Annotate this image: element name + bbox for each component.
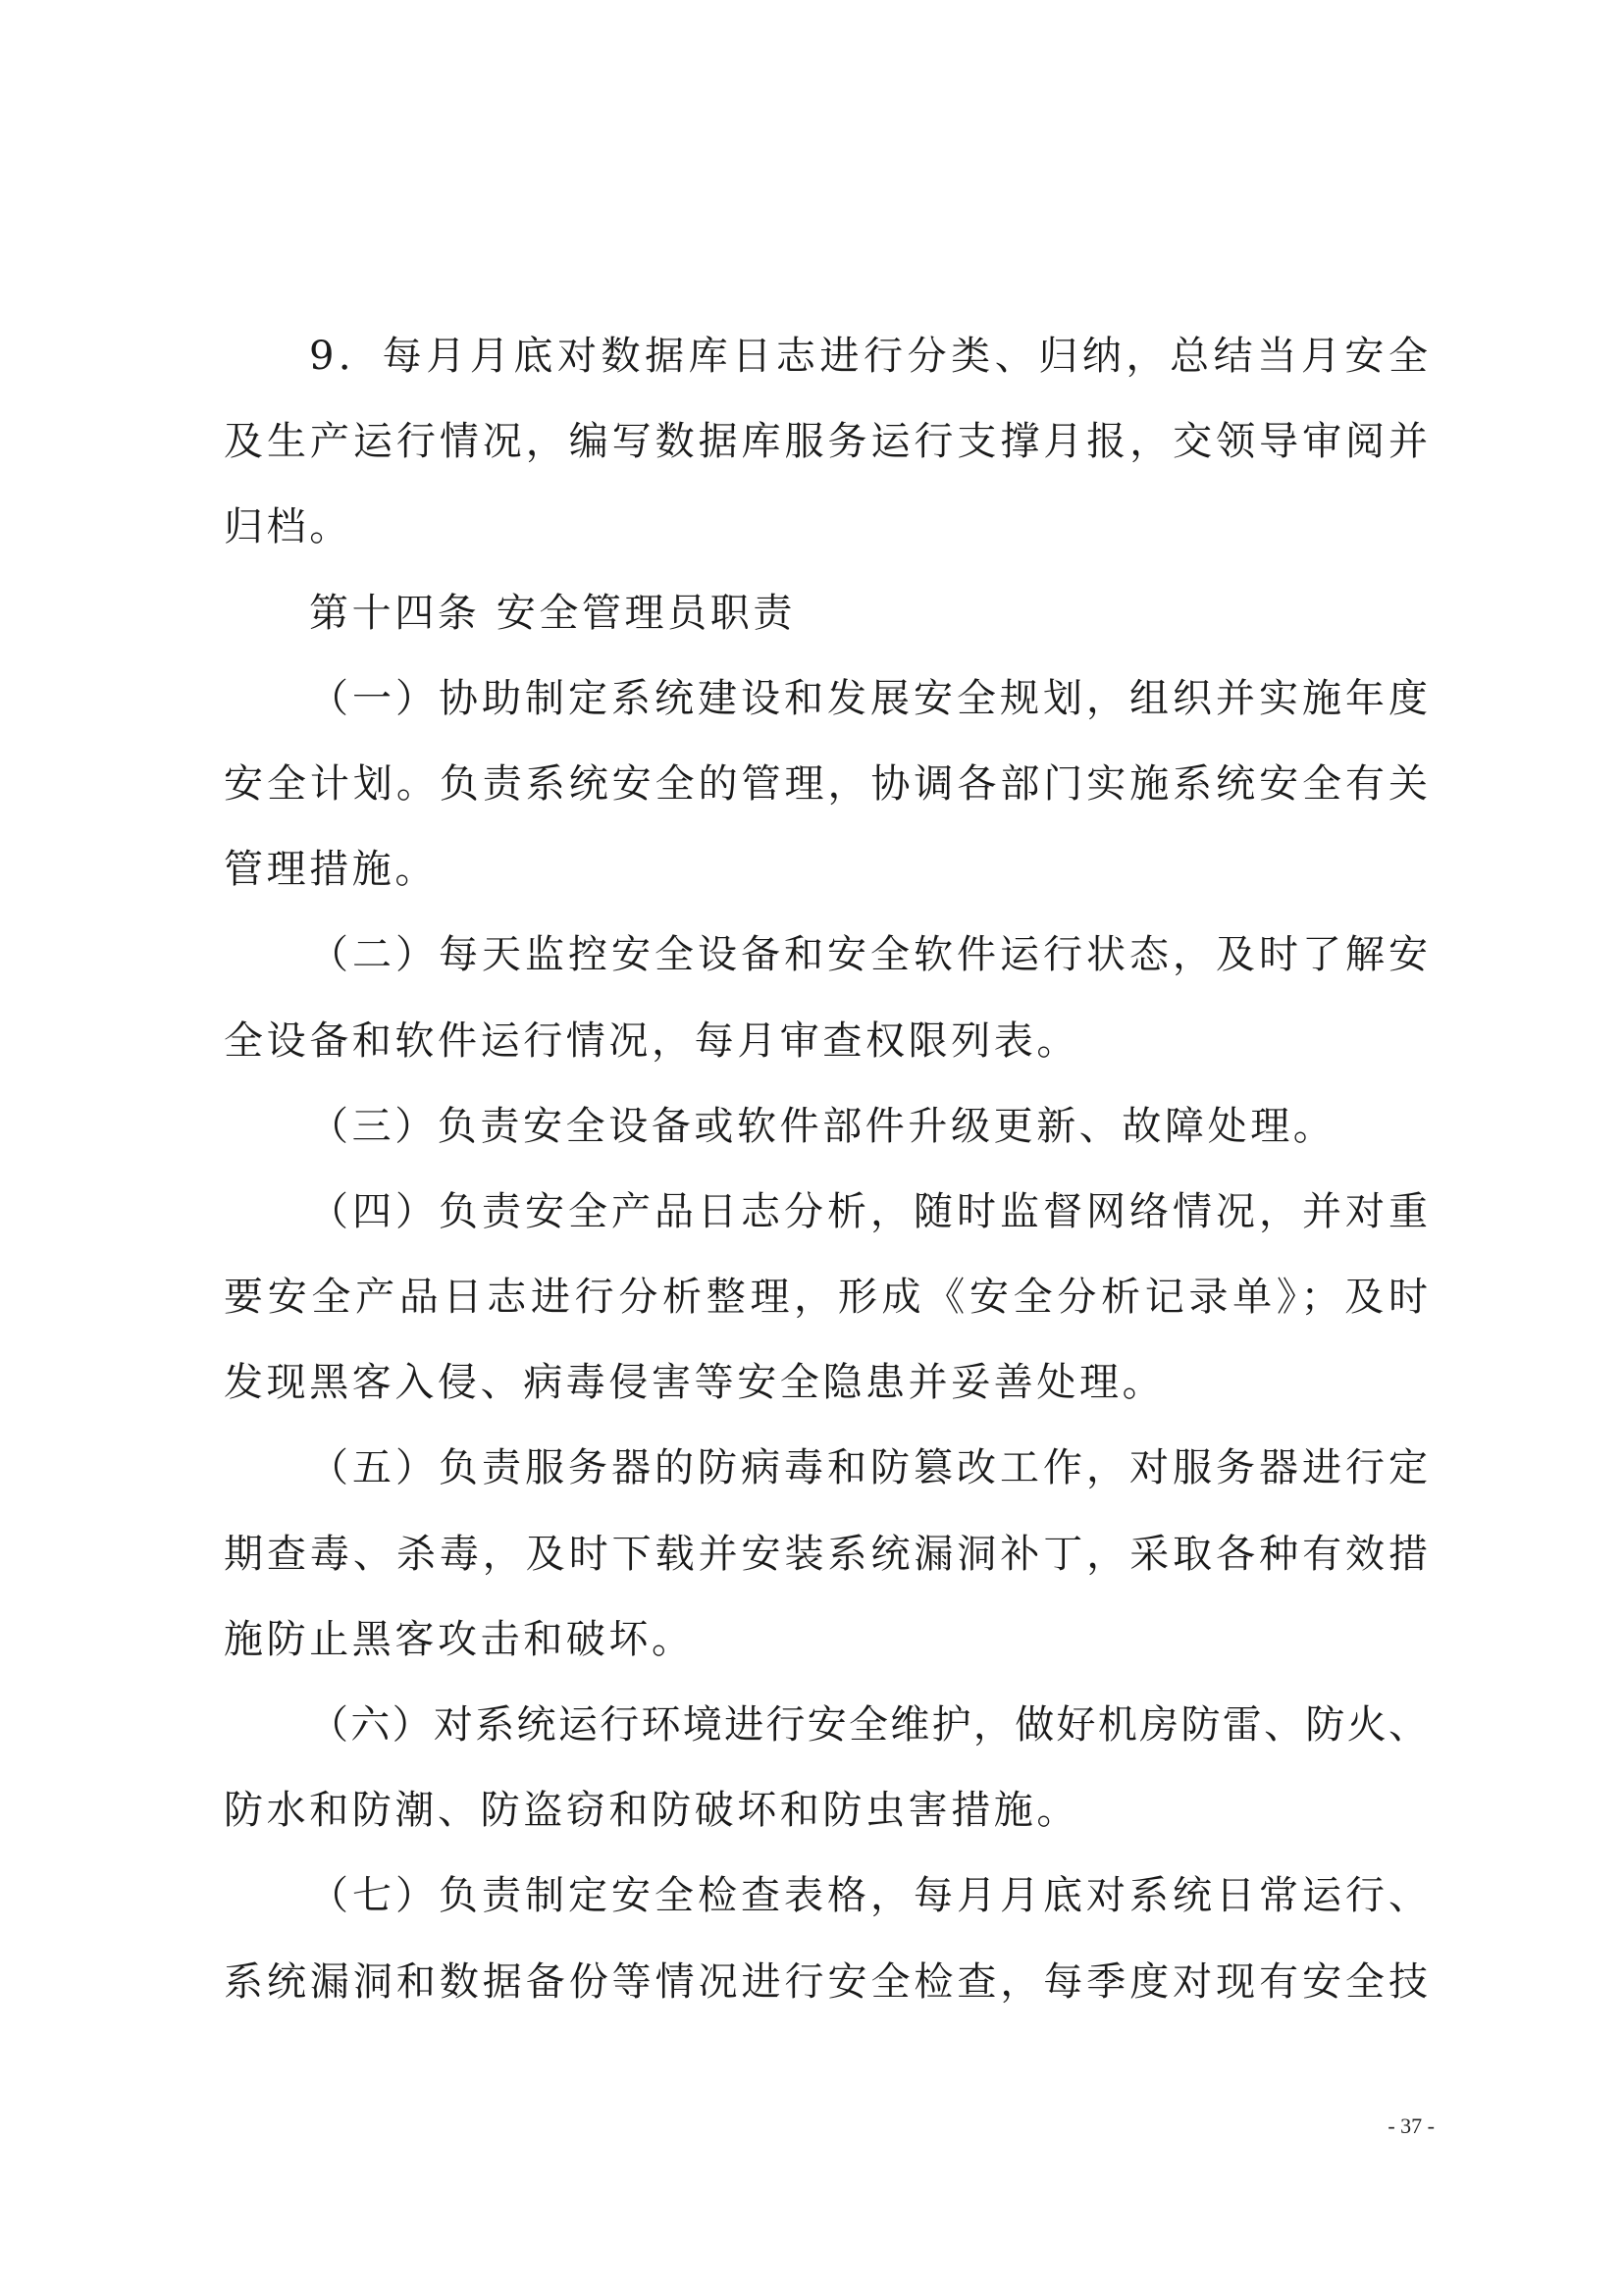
text-line: 施防止黑客攻击和破坏。 <box>224 1616 695 1662</box>
paragraph-item-9 <box>224 314 1428 571</box>
text-line: 管理措施。 <box>224 847 438 893</box>
text-line: 防水和防潮、防盗窃和防破坏和防虫害措施。 <box>224 1788 1079 1834</box>
text-line: 及生产运行情况，编写数据库服务运行支撑月报，交领导审阅并 <box>224 419 1428 465</box>
article-heading <box>224 571 1428 656</box>
paragraph-duty-6 <box>224 1683 1428 1853</box>
text-line: （六）对系统运行环境进行安全维护，做好机房防雷、防火、 <box>309 1702 1428 1748</box>
text-line: （七）负责制定安全检查表格，每月月底对系统日常运行、 <box>309 1873 1428 1919</box>
text-line: （三）负责安全设备或软件部件升级更新、故障处理。 <box>309 1103 1336 1149</box>
text-line: 全设备和软件运行情况，每月审查权限列表。 <box>224 1018 1079 1064</box>
text-line: （二）每天监控安全设备和安全软件运行状态，及时了解安 <box>309 932 1428 978</box>
text-line: （五）负责服务器的防病毒和防篡改工作，对服务器进行定 <box>309 1445 1428 1491</box>
page-number: - 37 - <box>1388 2113 1435 2138</box>
paragraph-duty-5 <box>224 1426 1428 1683</box>
document-body <box>224 314 1428 2025</box>
paragraph-duty-3 <box>224 1084 1428 1170</box>
text-line: （四）负责安全产品日志分析，随时监督网络情况，并对重 <box>309 1188 1428 1234</box>
text-line: 系统漏洞和数据备份等情况进行安全检查，每季度对现有安全技 <box>224 1958 1428 2005</box>
paragraph-duty-2 <box>224 913 1428 1083</box>
text-line: 发现黑客入侵、病毒侵害等安全隐患并妥善处理。 <box>224 1360 1166 1406</box>
text-line: 期查毒、杀毒，及时下载并安装系统漏洞补丁，采取各种有效措 <box>224 1531 1428 1577</box>
paragraph-duty-7 <box>224 1853 1428 2024</box>
article-heading-text: 第十四条 安全管理员职责 <box>309 590 796 636</box>
paragraph-duty-1 <box>224 656 1428 913</box>
text-line: 9．每月月底对数据库日志进行分类、归纳，总结当月安全 <box>309 334 1428 379</box>
text-line: 归档。 <box>224 504 352 550</box>
text-line: 安全计划。负责系统安全的管理，协调各部门实施系统安全有关 <box>224 760 1428 807</box>
text-line: 要安全产品日志进行分析整理，形成《安全分析记录单》；及时 <box>224 1275 1428 1321</box>
paragraph-duty-4 <box>224 1170 1428 1427</box>
text-line: （一）协助制定系统建设和发展安全规划，组织并实施年度 <box>309 675 1428 721</box>
